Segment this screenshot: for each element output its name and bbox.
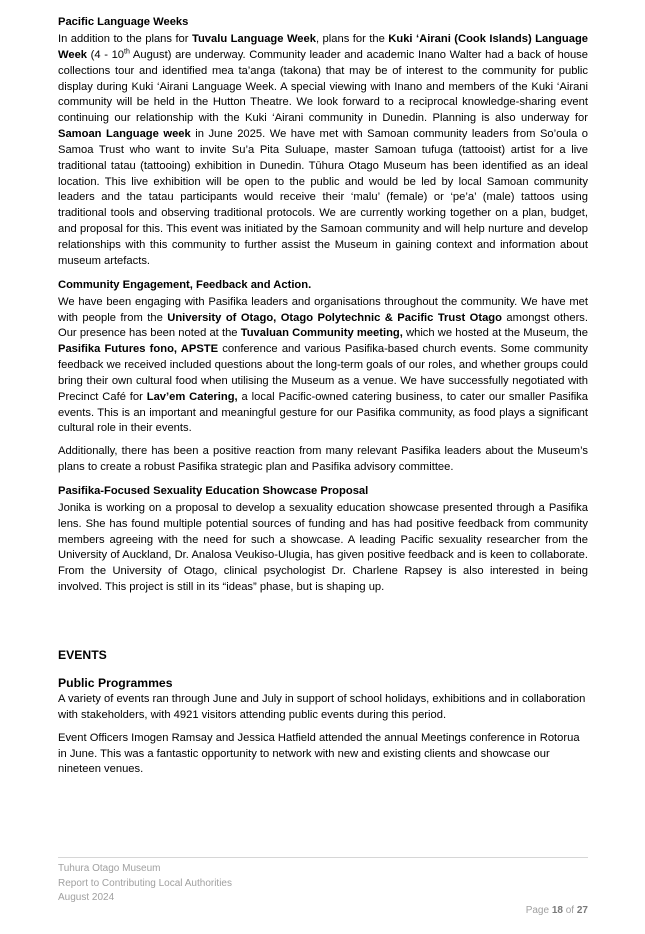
text-run: amongst others. Our presence has been noted at the bbox=[58, 311, 589, 340]
bold-run: Kuki ‘Airani (Cook Islands) Language Week bbox=[58, 33, 589, 61]
text-run: (4 - 10 bbox=[87, 48, 125, 61]
text-run: We have been engaging with Pasifika leaders and organisations throughout the community. We have met with people from the bbox=[58, 295, 588, 324]
bold-run: University of Otago, Otago Polytechnic & Pacific Trust Otago bbox=[167, 311, 502, 324]
section-title-sexuality-education: Pasifika-Focused Sexuality Education Showcase Proposal bbox=[58, 484, 369, 497]
document-body bbox=[58, 14, 588, 785]
text-run: conference and various Pasifika-based church events. Some community feedback we received included questions about the long-term goals of our roles, and whether groups could bring their own cultural food when utilising the Museum as a venue. We have successfully negotiated with Precinct Café for bbox=[58, 343, 588, 403]
superscript: th bbox=[124, 48, 130, 56]
page-prefix: Page bbox=[525, 905, 552, 916]
bold-run: Tuvaluan Community meeting, bbox=[240, 327, 403, 340]
text-run: which we hosted at the Museum, the bbox=[402, 327, 588, 340]
bold-run: Samoan Language week bbox=[58, 128, 191, 141]
paragraph-community-reaction: Additionally, there has been a positive reaction from many relevant Pasifika leaders about the Museum’s plans to create a robust Pasifika strategic plan and Pasifika advisory committee. bbox=[58, 445, 588, 474]
paragraph-pacific-language-weeks bbox=[58, 32, 588, 270]
paragraph-community-engagement bbox=[58, 295, 588, 438]
footer-organisation: Tuhura Otago Museum bbox=[58, 863, 161, 874]
footer-date: August 2024 bbox=[58, 892, 115, 903]
text-run: August) are underway. Community leader and academic Inano Walter had a back of house collections tour and identified mea ta’anga (takona) that may be of interest to the community for public display during Kuki ‘Airani Language Week. A special viewing with Inano and members of the Kuki ‘Airani community will be held in the Hutton Theatre. We look forward to a reciprocal knowledge-sharing event continuing our relationship with the Kuki ‘Airani community in Dunedin. Planning is also underway for bbox=[58, 48, 588, 125]
heading-public-programmes: Public Programmes bbox=[58, 676, 173, 690]
page-number bbox=[526, 905, 588, 916]
bold-run: Pasifika Futures fono, APSTE bbox=[58, 343, 219, 356]
footer-report-title: Report to Contributing Local Authorities bbox=[58, 877, 232, 889]
text-run: , plans for the bbox=[315, 33, 389, 45]
page-total: 27 bbox=[576, 905, 588, 916]
bold-run: Tuvalu Language Week bbox=[191, 33, 316, 45]
heading-events: EVENTS bbox=[58, 648, 107, 662]
text-run: in June 2025. We have met with Samoan community leaders from So’oula o Samoa Trust who want to invite Su’a Pita Suluape, master Samoan tufuga (tattooist) artist for a live traditional tatau (tattooing) exhibition in Dunedin. Tūhura Otago Museum has been identified as an ideal location. This live exhibition will be open to the public and would be led by local Samoan community leaders and the tatau participants would receive their ‘malu’ (female) or ‘pe’a’ (male) tattoos using traditional tools and observing traditional protocols. We are currently working together on a plan, budget, and proposal for this. This event was initiated by the Samoan community and will help nurture and develop relationships with this community to further assist the Museum in gaining context and information about museum artefacts. bbox=[58, 128, 588, 267]
footer-divider bbox=[58, 857, 588, 858]
text-run: In addition to the plans for bbox=[58, 33, 192, 45]
paragraph-public-programmes-2: Event Officers Imogen Ramsay and Jessica Hatfield attended the annual Meetings conference in Rotorua in June. This was a fantastic opportunity to network with new and existing clients and showcase our nineteen venues. bbox=[58, 731, 580, 776]
page-separator: of bbox=[562, 905, 577, 916]
spacer bbox=[58, 603, 588, 647]
section-title-community-engagement: Community Engagement, Feedback and Action. bbox=[58, 278, 312, 291]
paragraph-sexuality-education: Jonika is working on a proposal to develop a sexuality education showcase presented through a Pasifika lens. She has found multiple potential sources of funding and has had positive feedback from community members agreeing with the need for such a showcase. A leading Pacific sexuality researcher from the University of Auckland, Dr. Analosa Veukiso-Ulugia, has given positive feedback and is keen to collaborate. From the University of Otago, clinical psychologist Dr. Charlene Rapsey is also interested in being involved. This project is still in its “ideas” phase, but is shaping up. bbox=[58, 501, 588, 594]
footer bbox=[58, 862, 588, 906]
text-run: a local Pacific-owned catering business, to cater our smaller Pasifika events. This is an important and meaningful gesture for our Pasifika community, as food plays a significant cultural role in their events. bbox=[58, 390, 588, 435]
section-title-pacific-language-weeks: Pacific Language Weeks bbox=[58, 16, 189, 28]
paragraph-public-programmes-1: A variety of events ran through June and July in support of school holidays, exhibitions and in collaboration with stakeholders, with 4921 visitors attending public events during this period. bbox=[58, 693, 586, 721]
page-current: 18 bbox=[551, 905, 563, 916]
bold-run: Lav’em Catering, bbox=[146, 390, 238, 403]
